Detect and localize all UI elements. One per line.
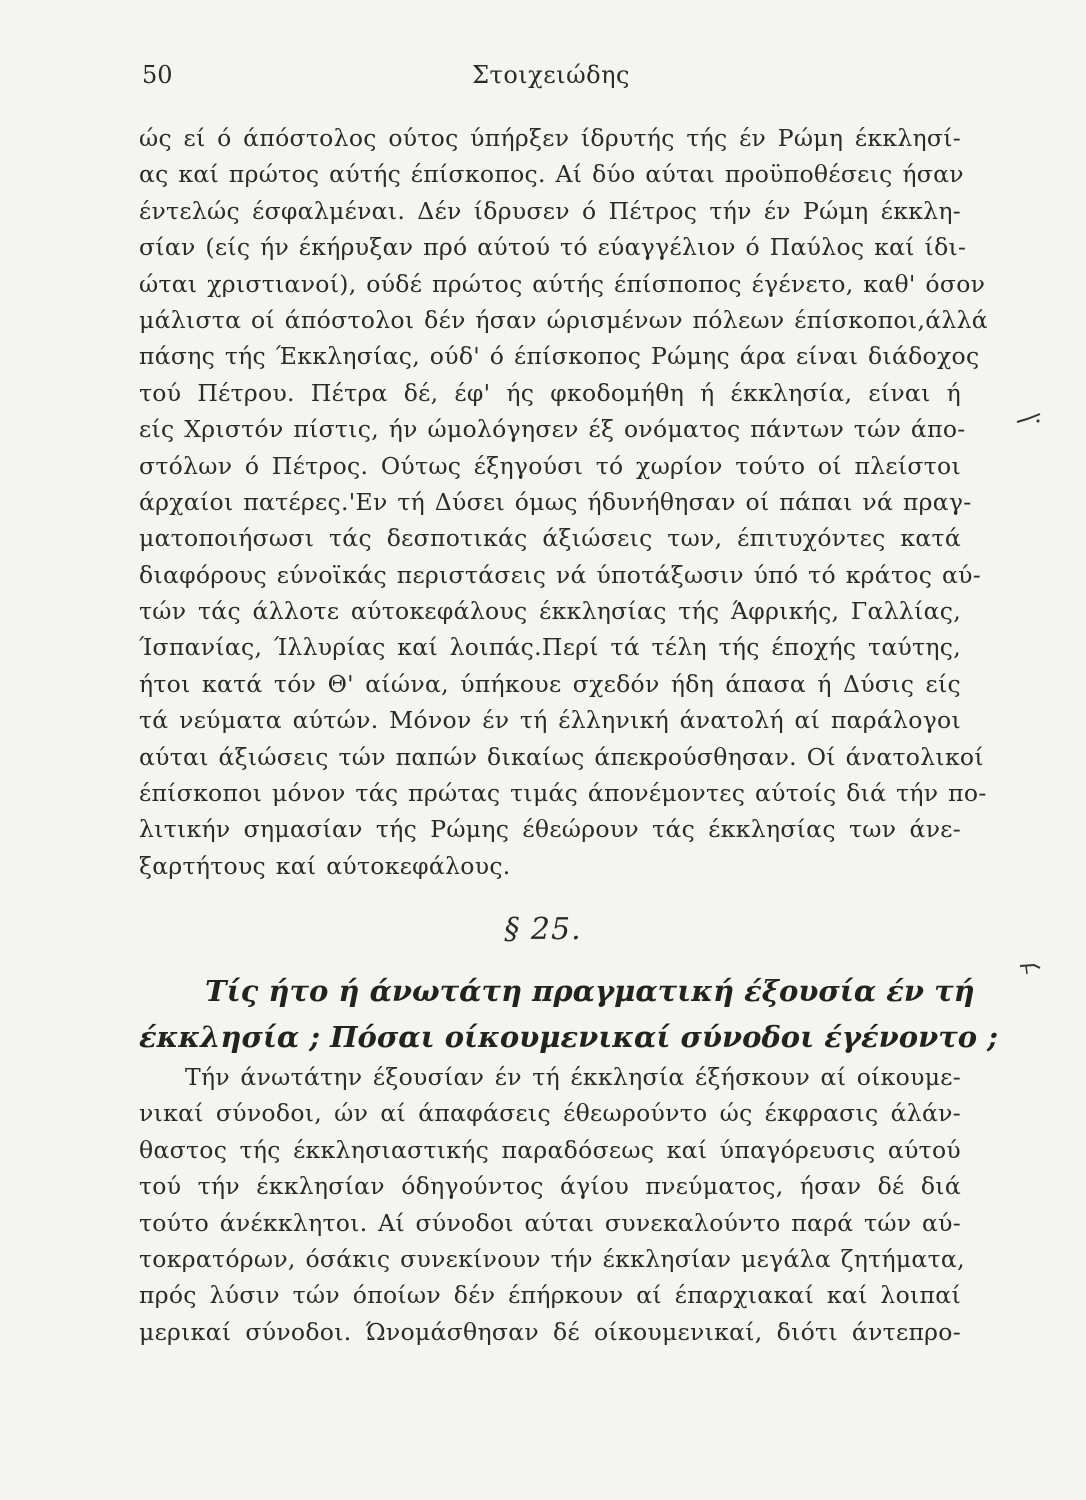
text-line: θαστος τής έκκλησιαστικής παραδόσεως καί ύπαγόρευσις αύτού xyxy=(139,1135,961,1164)
running-head xyxy=(142,58,960,92)
text-line: είς Χριστόν πίστις, ήν ώμολόγησεν έξ ονόματος πάντων τών άπο- xyxy=(139,415,966,444)
text-line: τών τάς άλλοτε αύτοκεφάλους έκκλησίας τής Άφρικής, Γαλλίας, xyxy=(139,597,961,626)
text-line: έπίσκοποι μόνον τάς πρώτας τιμάς άπονέμοντες αύτοίς διά τήν πο- xyxy=(139,779,987,808)
text-line: νικαί σύνοδοι, ών αί άπαφάσεις έθεωρούντο ώς έκφρασις άλάν- xyxy=(139,1099,961,1128)
text-line: πάσης τής Έκκλησίας, ούδ' ό έπίσκοπος Ρώμης άρα είναι διάδοχος xyxy=(139,342,980,371)
text-line: ώς εί ό άπόστολος ούτος ύπήρξεν ίδρυτής τής έν Ρώμη έκκλησί- xyxy=(139,124,961,152)
text-line: διαφόρους εύνοϊκάς περιστάσεις νά ύποτάξωσιν ύπό τό κράτος αύ- xyxy=(139,560,981,589)
running-title: Στοιχειώδης xyxy=(472,61,630,89)
text-line: στόλων ό Πέτρος. Ούτως έξηγούσι τό χωρίον τούτο οί πλείστοι xyxy=(139,451,961,480)
text-line: μάλιστα οί άπόστολοι δέν ήσαν ώρισμένων πόλεων έπίσκοποι,άλλά xyxy=(139,305,988,334)
text-line: τούτο άνέκκλητοι. Αί σύνοδοι αύται συνεκαλούντο παρά τών αύ- xyxy=(139,1208,961,1237)
text-line: Τήν άνωτάτην έξουσίαν έν τή έκκλησία έξήσκουν αί οίκουμε- xyxy=(185,1063,961,1091)
text-line: λιτικήν σημασίαν τής Ρώμης έθεώρουν τάς έκκλησίας των άνε- xyxy=(139,815,961,844)
section-heading xyxy=(139,968,998,1060)
page-number: 50 xyxy=(142,61,173,89)
text-line: τού Πέτρου. Πέτρα δέ, έφ' ής φκοδομήθη ή έκκλησία, είναι ή xyxy=(139,378,961,407)
text-line: ώται χριστιανοί), ούδέ πρώτος αύτής έπίσποπος έγένετο, καθ' όσον xyxy=(139,269,986,298)
text-line: ας καί πρώτος αύτής έπίσκοπος. Αί δύο αύται προϋποθέσεις ήσαν xyxy=(139,160,964,189)
heading-line: Τίς ήτο ή άνωτάτη πραγματική έξουσία έν τή xyxy=(205,974,975,1008)
text-line: ματοποιήσωσι τάς δεσποτικάς άξιώσεις των, έπιτυχόντες κατά xyxy=(139,524,961,553)
text-line: άρχαίοι πατέρες.'Εν τή Δύσει όμως ήδυνήθησαν οί πάπαι νά πραγ- xyxy=(139,487,972,516)
margin-pencil-mark xyxy=(1015,412,1043,426)
text-line: έντελώς έσφαλμέναι. Δέν ίδρυσεν ό Πέτρος τήν έν Ρώμη έκκλη- xyxy=(139,196,961,225)
text-line: αύται άξιώσεις τών παπών δικαίως άπεκρούσθησαν. Οί άνατολικοί xyxy=(139,742,984,771)
text-line: ξαρτήτους καί αύτοκεφάλους. xyxy=(139,851,511,880)
heading-line: έκκλησία ; Πόσαι οίκουμενικαί σύνοδοι έγένοντο ; xyxy=(139,1020,998,1054)
text-line: Ίσπανίας, Ίλλυρίας καί λοιπάς.Περί τά τέλη τής έποχής ταύτης, xyxy=(139,633,961,662)
text-line: τά νεύματα αύτών. Μόνον έν τή έλληνική άνατολή αί παράλογοι xyxy=(139,706,961,735)
text-line: τοκρατόρων, όσάκις συνεκίνουν τήν έκκλησίαν μεγάλα ζητήματα, xyxy=(139,1244,965,1273)
margin-pencil-mark xyxy=(1018,962,1044,978)
paragraph-2 xyxy=(139,1059,965,1350)
section-number: § 25. xyxy=(504,912,582,947)
text-line: τού τήν έκκλησίαν όδηγούντος άγίου πνεύματος, ήσαν δέ διά xyxy=(139,1172,961,1201)
paragraph-1 xyxy=(139,120,988,884)
text-line: πρός λύσιν τών όποίων δέν έπήρκουν αί έπαρχιακαί καί λοιπαί xyxy=(139,1281,961,1310)
text-line: σίαν (είς ήν έκήρυξαν πρό αύτού τό εύαγγέλιον ό Παύλος καί ίδι- xyxy=(139,233,967,262)
text-line: ήτοι κατά τόν Θ' αίώνα, ύπήκουε σχεδόν ήδη άπασα ή Δύσις είς xyxy=(139,669,961,698)
text-line: μερικαί σύνοδοι. Ώνομάσθησαν δέ οίκουμενικαί, διότι άντεπρο- xyxy=(139,1317,961,1346)
